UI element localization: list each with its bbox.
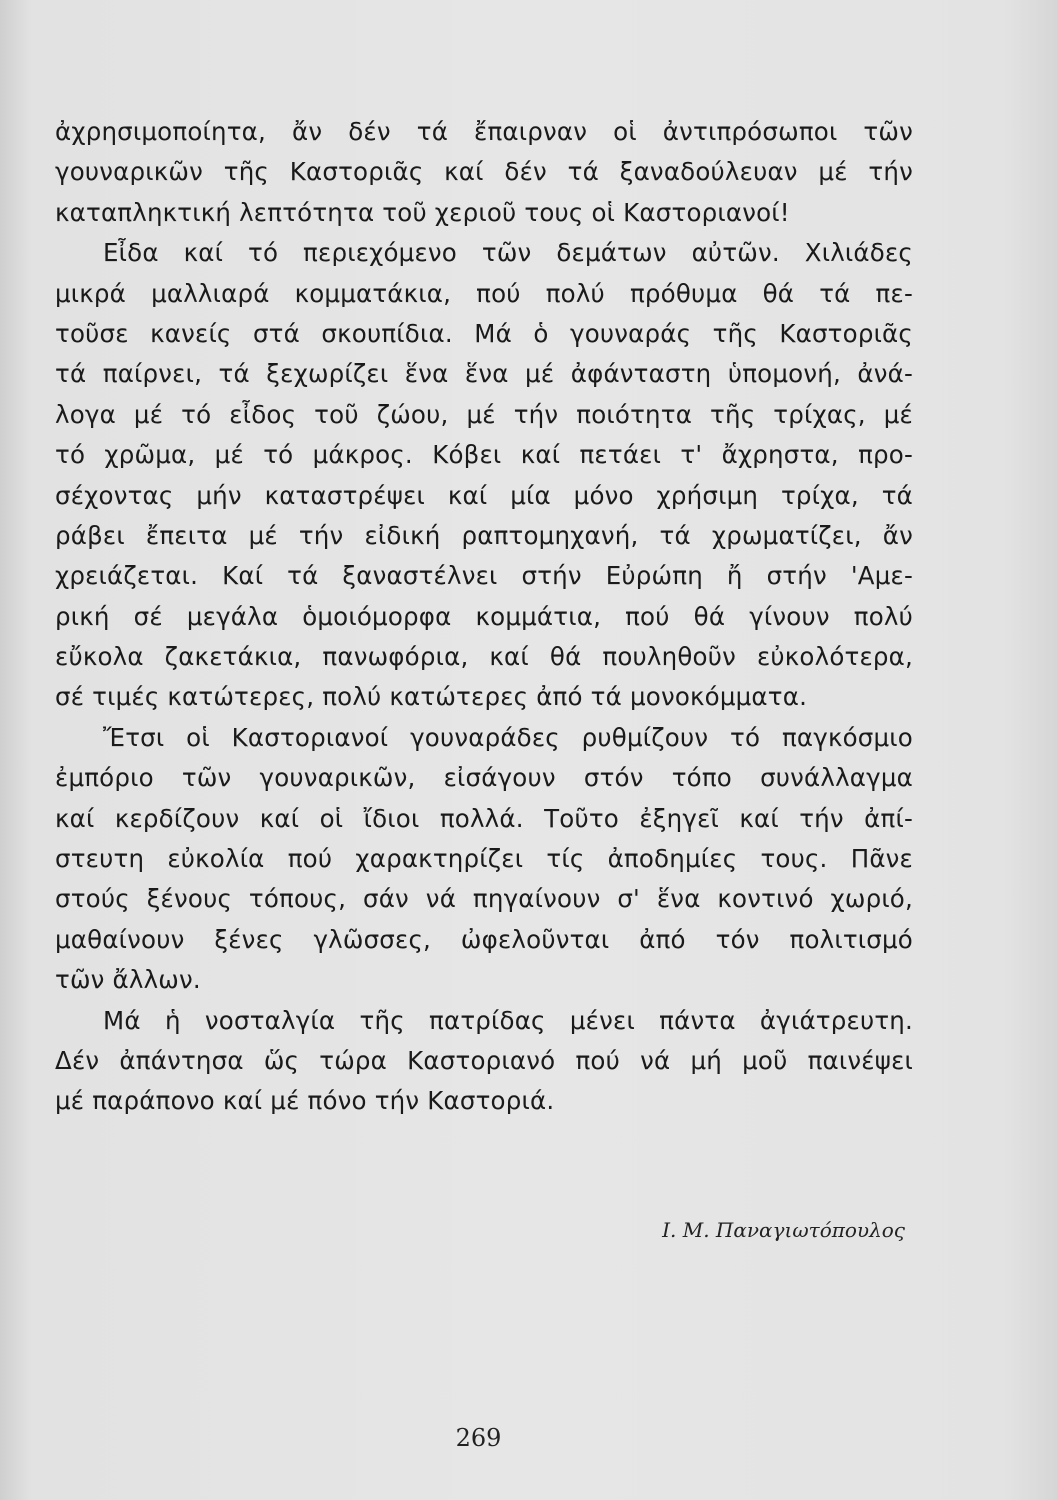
page-number: 269 bbox=[455, 1424, 502, 1452]
text-line: Μά ἡ νοσταλγία τῆς πατρίδας μένει πάντα ἀγιάτρευτη. bbox=[103, 1005, 913, 1035]
text-line: ἀχρησιμοποίητα, ἄν δέν τά ἔπαιρναν οἱ ἀντιπρόσωποι τῶν bbox=[55, 117, 913, 146]
text-line: ρική σέ μεγάλα ὁμοιόμορφα κομμάτια, πού θά γίνουν πολύ bbox=[55, 601, 913, 631]
text-line: ἐμπόριο τῶν γουναρικῶν, εἰσάγουν στόν τόπο συνάλλαγμα bbox=[55, 763, 913, 793]
text-line: χρειάζεται. Καί τά ξαναστέλνει στήν Εὐρώπη ἤ στήν 'Αμε- bbox=[55, 561, 913, 591]
author-signature: Ι. Μ. Παναγιωτόπουλος bbox=[662, 1218, 905, 1242]
text-line: τό χρῶμα, μέ τό μάκρος. Κόβει καί πετάει τ' ἄχρηστα, προ- bbox=[55, 440, 913, 470]
text-line: καί κερδίζουν καί οἱ ἴδιοι πολλά. Τοῦτο ἐξηγεῖ καί τήν ἀπί- bbox=[55, 803, 913, 833]
text-line: ράβει ἔπειτα μέ τήν εἰδική ραπτομηχανή, τά χρωματίζει, ἄν bbox=[55, 520, 913, 550]
text-line: γουναρικῶν τῆς Καστοριᾶς καί δέν τά ξαναδούλευαν μέ τήν bbox=[55, 157, 913, 187]
text-line: μαθαίνουν ξένες γλῶσσες, ὠφελοῦνται ἀπό τόν πολιτισμό bbox=[55, 924, 913, 954]
text-line: εὔκολα ζακετάκια, πανωφόρια, καί θά πουληθοῦν εὐκολότερα, bbox=[55, 642, 913, 672]
text-line: Ἔτσι οἱ Καστοριανοί γουναράδες ρυθμίζουν τό παγκόσμιο bbox=[103, 722, 913, 752]
text-line: τά παίρνει, τά ξεχωρίζει ἕνα ἕνα μέ ἀφάνταστη ὑπομονή, ἀνά- bbox=[55, 359, 913, 389]
text-line: σέχοντας μήν καταστρέψει καί μία μόνο χρήσιμη τρίχα, τά bbox=[55, 480, 913, 510]
text-line: λογα μέ τό εἶδος τοῦ ζώου, μέ τήν ποιότητα τῆς τρίχας, μέ bbox=[55, 399, 913, 429]
text-line: Δέν ἀπάντησα ὥς τώρα Καστοριανό πού νά μή μοῦ παινέψει bbox=[55, 1045, 913, 1075]
text-line: καταπληκτική λεπτότητα τοῦ χεριοῦ τους οἱ Καστοριανοί! bbox=[55, 197, 790, 227]
text-line: στούς ξένους τόπους, σάν νά πηγαίνουν σ' ἕνα κοντινό χωριό, bbox=[55, 884, 913, 914]
text-line: στευτη εὐκολία πού χαρακτηρίζει τίς ἀποδημίες τους. Πᾶνε bbox=[55, 844, 913, 874]
text-line: μέ παράπονο καί μέ πόνο τήν Καστοριά. bbox=[55, 1086, 555, 1116]
text-line: μικρά μαλλιαρά κομματάκια, πού πολύ πρόθυμα θά τά πε- bbox=[55, 278, 913, 308]
body-text bbox=[55, 112, 913, 1122]
text-line: τοῦσε κανείς στά σκουπίδια. Μά ὁ γουναράς τῆς Καστοριᾶς bbox=[55, 318, 913, 348]
text-line: σέ τιμές κατώτερες, πολύ κατώτερες ἀπό τά μονοκόμματα. bbox=[55, 682, 808, 712]
text-line: τῶν ἄλλων. bbox=[55, 965, 201, 995]
text-line: Εἶδα καί τό περιεχόμενο τῶν δεμάτων αὐτῶν. Χιλιάδες bbox=[103, 238, 913, 268]
